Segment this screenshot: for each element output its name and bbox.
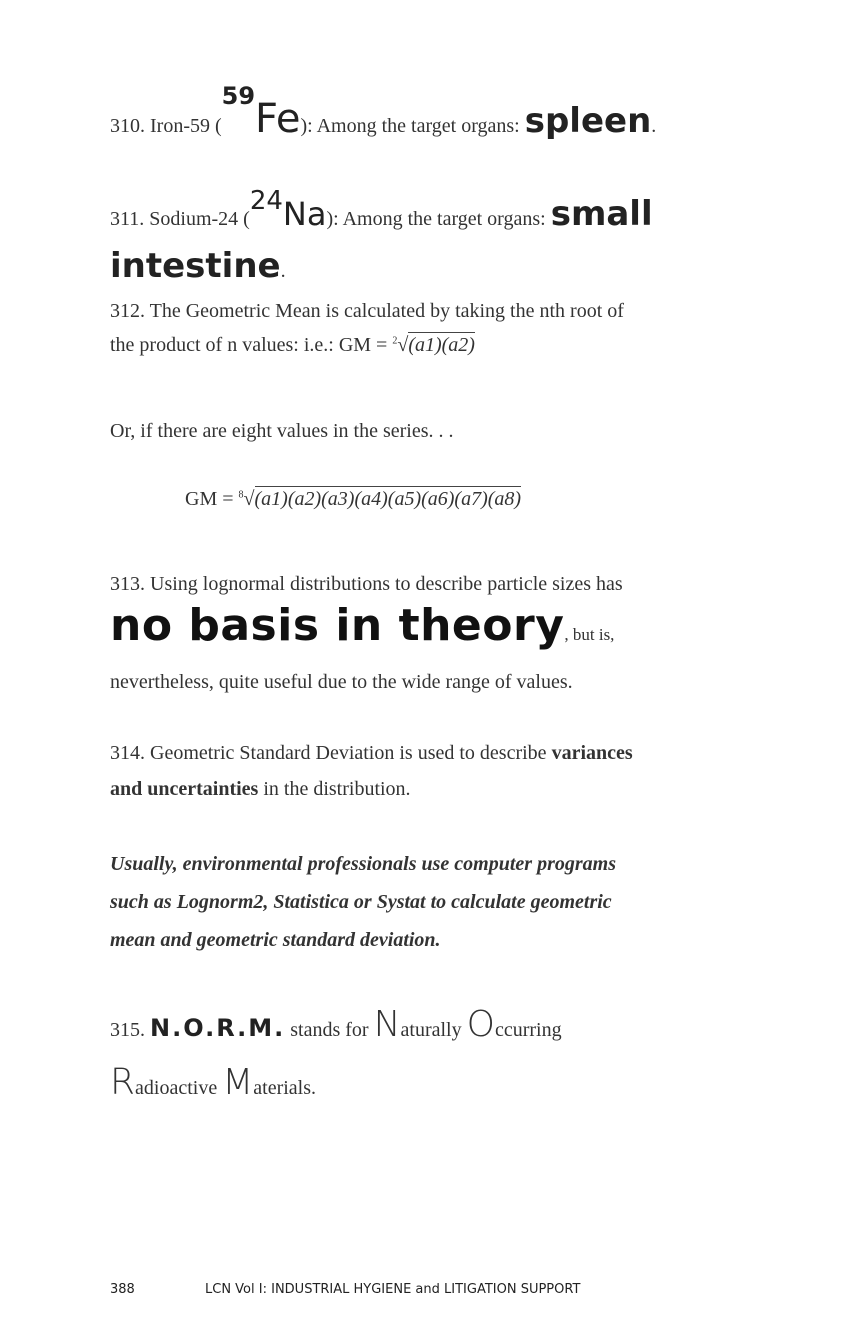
target-organ: intestine [110, 246, 281, 286]
or-line: Or, if there are eight values in the series. . . [110, 420, 454, 442]
acronym: N.O.R.M. [150, 1014, 286, 1042]
target-organ: spleen [524, 101, 652, 141]
item-315-line2: Radioactive Materials. [110, 1062, 317, 1103]
item-310: 310. Iron-59 (59Fe): Among the target organs: spleen. [110, 82, 657, 142]
running-title: LCN Vol I: INDUSTRIAL HYGIENE and LITIGATION SUPPORT [205, 1282, 581, 1297]
item-314-line2: and uncertainties in the distribution. [110, 778, 411, 800]
item-315-line1: 315. N.O.R.M. stands for Naturally Occurring [110, 1004, 562, 1045]
item-312-line2: the product of n values: i.e.: GM = $^2$√(a1)(a2) [110, 334, 475, 356]
element-symbol: Na [282, 195, 327, 233]
nth-root-formula: $^2$√(a1)(a2) [392, 334, 475, 356]
isotope-mass-number: 59 [221, 82, 256, 110]
page-number: 388 [110, 1282, 135, 1297]
note-line2: such as Lognorm2, Statistica or Systat to calculate geometric [110, 891, 612, 913]
item-312-line1: 312. The Geometric Mean is calculated by taking the nth root of [110, 300, 624, 322]
item-313-line3: nevertheless, quite useful due to the wide range of values. [110, 671, 573, 693]
item-311-cont: intestine. [110, 246, 286, 286]
item-314-line1: 314. Geometric Standard Deviation is used to describe variances [110, 742, 633, 764]
note-line3: mean and geometric standard deviation. [110, 929, 441, 951]
gm-eight-formula: GM = $^8$√(a1)(a2)(a3)(a4)(a5)(a6)(a7)(a8) [185, 488, 522, 510]
item-313-line2: no basis in theory, but is, [110, 600, 615, 651]
element-symbol: Fe [255, 96, 301, 142]
item-313-line1: 313. Using lognormal distributions to describe particle sizes has [110, 573, 623, 595]
item-311: 311. Sodium-24 (24Na): Among the target organs: small [110, 186, 653, 234]
note-line1: Usually, environmental professionals use computer programs [110, 853, 616, 875]
target-organ: small [550, 194, 653, 234]
emphasis-text: no basis in theory [110, 600, 565, 651]
isotope-mass-number: 24 [249, 186, 283, 216]
